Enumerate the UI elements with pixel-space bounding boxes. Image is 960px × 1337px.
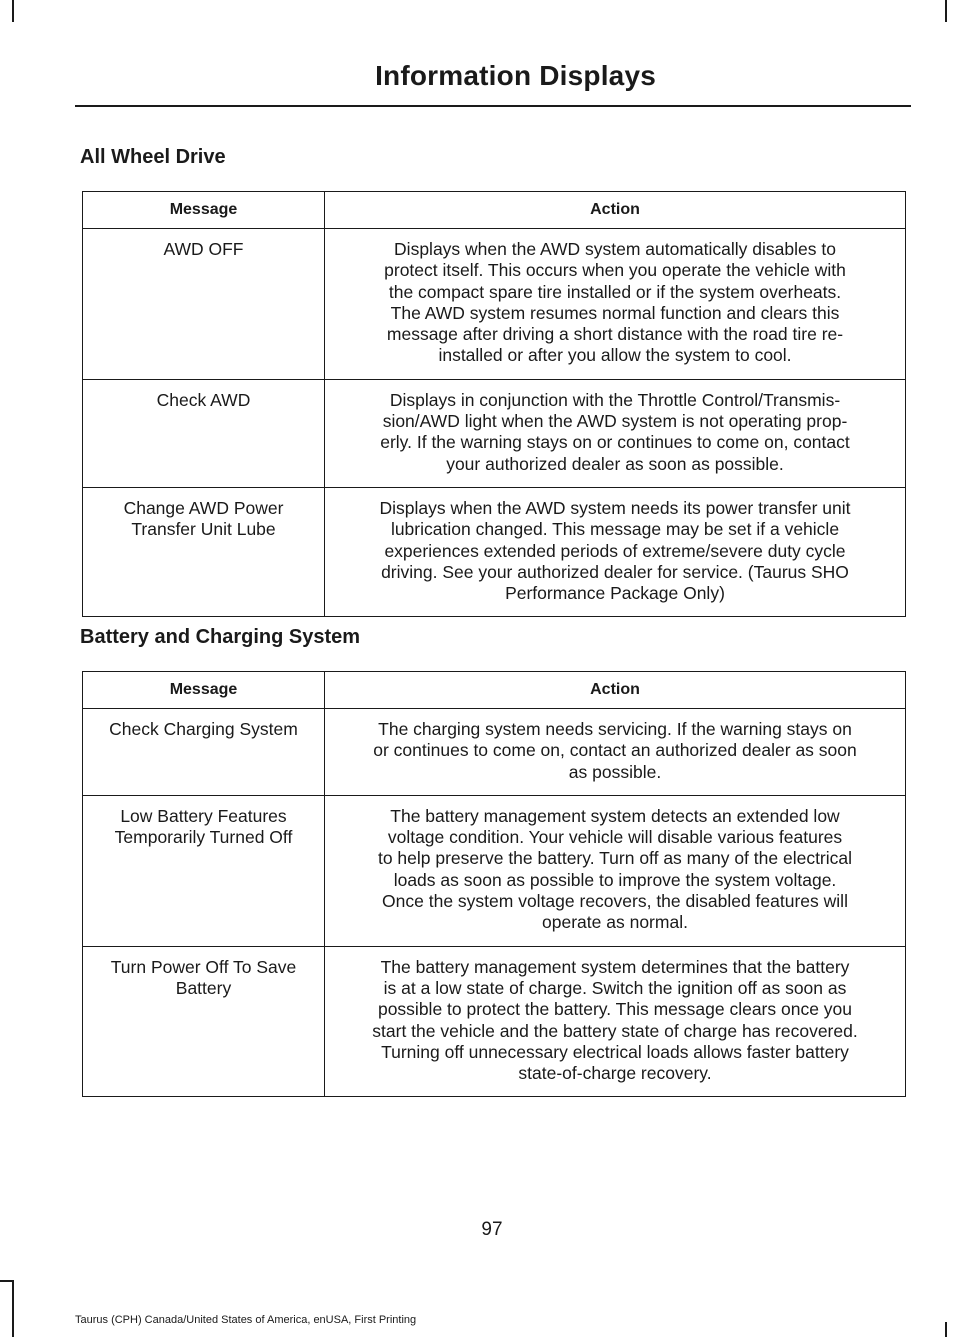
- crop-mark-bottom-left-vertical: [12, 1280, 14, 1337]
- crop-mark-bottom-right-vertical: [945, 1322, 947, 1337]
- table-row: [83, 487, 906, 616]
- message-text: AWD OFF: [163, 239, 244, 259]
- section-heading-battery-charging: Battery and Charging System: [80, 626, 361, 648]
- column-header-action: Action: [325, 192, 906, 229]
- message-cell: [83, 946, 325, 1097]
- table-row: [83, 379, 906, 487]
- column-header-action: Action: [325, 672, 906, 709]
- action-cell: [325, 709, 906, 796]
- action-text: The charging system needs servicing. If the warning stays on or continues to come on, contact an authorized dealer as soon as possible.: [373, 719, 857, 782]
- table-row: [83, 709, 906, 796]
- action-cell: [325, 229, 906, 380]
- table-row: [83, 229, 906, 380]
- action-cell: [325, 379, 906, 487]
- action-cell: [325, 946, 906, 1097]
- action-cell: [325, 487, 906, 616]
- crop-mark-top-left-vertical: [12, 0, 14, 22]
- message-cell: [83, 487, 325, 616]
- column-header-message: Message: [83, 672, 325, 709]
- message-text: Change AWD Power Transfer Unit Lube: [123, 497, 284, 540]
- message-text: Check Charging System: [109, 719, 298, 739]
- message-cell: [83, 229, 325, 380]
- message-text: Low Battery Features Temporarily Turned Off: [114, 805, 293, 848]
- message-cell: [83, 709, 325, 796]
- message-cell: [83, 795, 325, 946]
- table-row: [83, 946, 906, 1097]
- battery-message-table: [82, 671, 906, 1097]
- message-text: Check AWD: [156, 389, 251, 410]
- table-header-row: [83, 192, 906, 229]
- title-divider: [75, 105, 911, 107]
- page-number: 97: [481, 1219, 503, 1240]
- page-title: Information Displays: [375, 60, 656, 91]
- message-text: Turn Power Off To Save Battery: [110, 956, 297, 998]
- action-cell: [325, 795, 906, 946]
- crop-mark-bottom-left-horizontal: [0, 1280, 12, 1282]
- action-text: The battery management system detects an extended low voltage condition. Your vehicle will disable various features to help preserve the battery. Turn off as many of the electrical loads as soon as possible to improve the system voltage. Once the system voltage recovers, the disabled features will operate as normal.: [377, 805, 853, 933]
- action-text: Displays when the AWD system automatically disables to protect itself. This occurs when you operate the vehicle with the compact spare tire installed or if the system overheats. The AWD system resumes normal function and clears this message after driving a short distance with the road tire re- installed or after you allow the system to cool.: [384, 239, 846, 366]
- column-header-message: Message: [83, 192, 325, 229]
- table-header-row: [83, 672, 906, 709]
- action-text: The battery management system determines that the battery is at a low state of charge. Switch the ignition off as soon as possible to protect the battery. This message clears once you start the vehicle and the battery state of charge has recovered. Turning off unnecessary electrical loads allows faster battery state-of-charge recovery.: [372, 956, 858, 1084]
- section-heading-all-wheel-drive: All Wheel Drive: [80, 146, 226, 168]
- action-text: Displays when the AWD system needs its power transfer unit lubrication changed. This message may be set if a vehicle experiences extended periods of extreme/severe duty cycle driving. See your authorized dealer for service. (Taurus SHO Performance Package Only): [379, 497, 851, 604]
- crop-mark-top-right-vertical: [945, 0, 947, 22]
- footer-publication-info: Taurus (CPH) Canada/United States of America, enUSA, First Printing: [75, 1314, 417, 1326]
- action-text: Displays in conjunction with the Throttle Control/Transmis- sion/AWD light when the AWD system is not operating prop- erly. If the warning stays on or continues to come on, contact your authorized dealer as soon as possible.: [380, 389, 850, 474]
- table-row: [83, 795, 906, 946]
- awd-message-table: [82, 191, 906, 617]
- message-cell: [83, 379, 325, 487]
